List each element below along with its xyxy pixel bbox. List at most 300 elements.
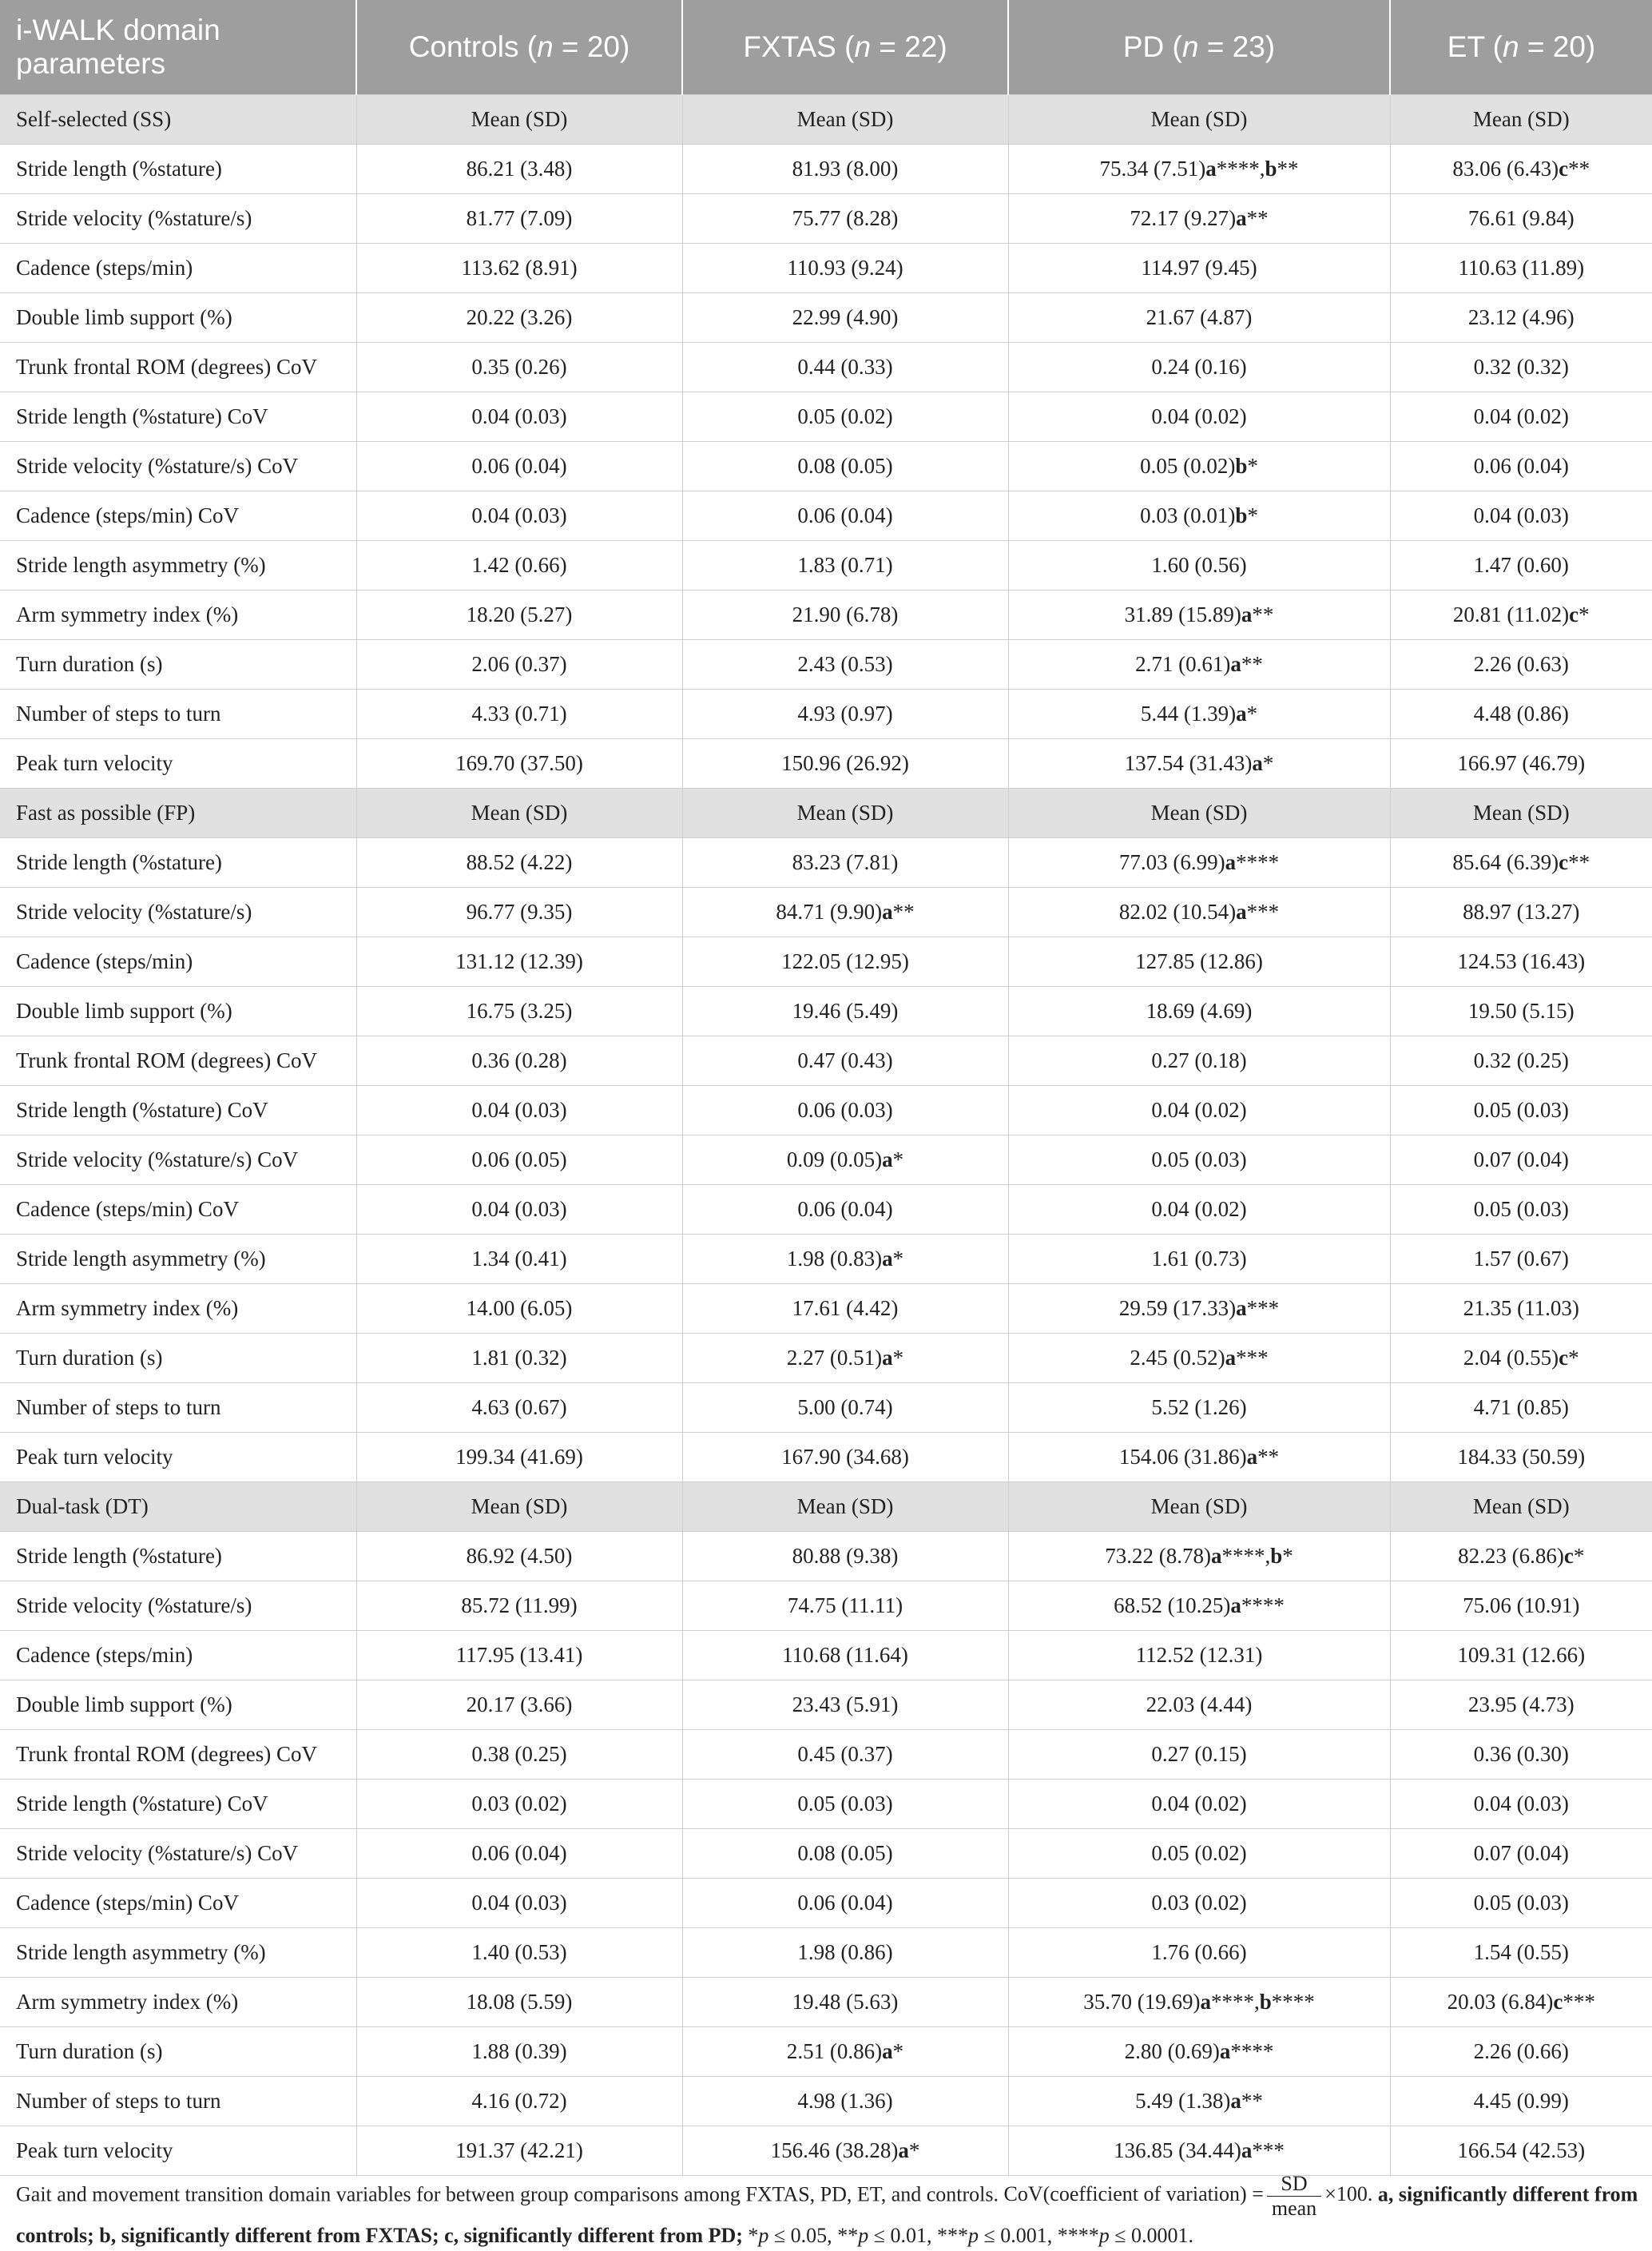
cell-value: 18.69 (4.69) [1146, 999, 1253, 1023]
section-header-row [0, 95, 1652, 145]
cell-value: 136.85 (34.44) [1114, 2138, 1241, 2162]
cell-value: 0.24 (0.16) [1151, 355, 1247, 379]
cell-controls [356, 343, 682, 392]
cell-pd [1008, 1581, 1390, 1631]
cell-pd [1008, 838, 1390, 888]
cell-value: 4.48 (0.86) [1473, 702, 1569, 726]
cell-controls [356, 1581, 682, 1631]
cell-value: 0.06 (0.04) [797, 503, 893, 527]
cell-fxtas [682, 690, 1008, 739]
cell-et [1390, 343, 1652, 392]
significance-stars: **** [1236, 850, 1280, 874]
table-row [0, 145, 1652, 194]
cell-et [1390, 1433, 1652, 1482]
cell-value: 4.98 (1.36) [797, 2089, 893, 2113]
significance-letter: a [1225, 850, 1237, 874]
significance-stars: ** [1246, 206, 1269, 230]
cell-et [1390, 838, 1652, 888]
cell-value: 1.98 (0.83) [786, 1247, 883, 1271]
cell-fxtas [682, 343, 1008, 392]
significance-letter: a [1230, 2089, 1241, 2113]
cell-fxtas [682, 987, 1008, 1036]
cell-value: 23.43 (5.91) [792, 1692, 899, 1716]
table-row [0, 1334, 1652, 1383]
cell-pd [1008, 1680, 1390, 1730]
table-row [0, 2126, 1652, 2176]
parameter-name: Trunk frontal ROM (degrees) CoV [0, 1036, 356, 1086]
table-row [0, 1829, 1652, 1879]
cell-et [1390, 1036, 1652, 1086]
cell-pd [1008, 541, 1390, 591]
parameter-name: Peak turn velocity [0, 1433, 356, 1482]
cell-value: 0.07 (0.04) [1473, 1147, 1569, 1171]
cell-controls [356, 1879, 682, 1928]
cell-et [1390, 1631, 1652, 1680]
parameter-name: Stride length (%stature) CoV [0, 1086, 356, 1135]
cell-value: 17.61 (4.42) [792, 1296, 899, 1320]
cell-value: 23.12 (4.96) [1467, 305, 1575, 329]
significance-stars: * [1247, 454, 1258, 478]
significance-letter: b [1235, 503, 1248, 527]
cell-value: 2.27 (0.51) [786, 1346, 883, 1370]
cell-et [1390, 1383, 1652, 1433]
section-header-row [0, 789, 1652, 838]
cell-fxtas [682, 145, 1008, 194]
table-row [0, 1730, 1652, 1780]
table-row [0, 640, 1652, 690]
cell-value: 0.32 (0.32) [1473, 355, 1569, 379]
cell-controls [356, 1631, 682, 1680]
header-controls: Controls (n = 20) [356, 0, 682, 95]
significance-letter: a [898, 2138, 909, 2162]
cell-value: 169.70 (37.50) [455, 751, 583, 775]
cell-controls [356, 690, 682, 739]
cell-controls [356, 888, 682, 937]
significance-legend: a, significantly different from controls; b, significantly different from FXTAS; c, significantly different from PD; [16, 2182, 1638, 2247]
significance-stars: **** [1230, 2039, 1274, 2063]
cell-controls [356, 1383, 682, 1433]
cell-controls [356, 1235, 682, 1284]
table-row [0, 1036, 1652, 1086]
cell-value: 0.04 (0.02) [1151, 1197, 1247, 1221]
cell-et [1390, 1730, 1652, 1780]
table-row [0, 392, 1652, 442]
significance-letter: a [1236, 206, 1247, 230]
cell-controls [356, 1978, 682, 2027]
cell-fxtas [682, 1680, 1008, 1730]
cell-controls [356, 937, 682, 987]
parameter-name: Turn duration (s) [0, 2027, 356, 2077]
cell-value: 1.40 (0.53) [471, 1940, 567, 1964]
table-row [0, 1433, 1652, 1482]
cell-fxtas [682, 1730, 1008, 1780]
cell-value: 0.06 (0.03) [797, 1098, 893, 1122]
cell-fxtas [682, 1334, 1008, 1383]
parameter-name: Stride velocity (%stature/s) CoV [0, 442, 356, 491]
parameter-name: Cadence (steps/min) CoV [0, 491, 356, 541]
significance-letter: b [1259, 1990, 1272, 2014]
cell-controls [356, 1284, 682, 1334]
significance-letter: b [1265, 157, 1277, 181]
cell-value: 68.52 (10.25) [1114, 1593, 1231, 1617]
parameter-name: Trunk frontal ROM (degrees) CoV [0, 343, 356, 392]
significance-letter: a [882, 1346, 893, 1370]
cell-value: 75.34 (7.51) [1099, 157, 1206, 181]
cov-formula: CoV(coefficient of variation) = $\frac{SD}{\text{mean}}$ ×100. [1003, 2172, 1373, 2220]
cell-value: 1.98 (0.86) [797, 1940, 893, 1964]
table-header-row [0, 0, 1652, 95]
cell-value: 131.12 (12.39) [455, 949, 583, 973]
table-row [0, 739, 1652, 789]
section-column-label: Mean (SD) [1008, 789, 1390, 838]
cell-fxtas [682, 293, 1008, 343]
cell-controls [356, 2027, 682, 2077]
cell-value: 1.88 (0.39) [471, 2039, 567, 2063]
significance-letter: a [882, 1147, 893, 1171]
parameter-name: Double limb support (%) [0, 987, 356, 1036]
cell-pd: 35.70 (19.69)a****,b**** [1008, 1978, 1390, 2027]
cell-value: 0.05 (0.02) [1140, 454, 1236, 478]
cell-controls [356, 2126, 682, 2176]
parameter-name: Cadence (steps/min) CoV [0, 1185, 356, 1235]
table-row [0, 343, 1652, 392]
cell-controls [356, 392, 682, 442]
cell-et [1390, 1879, 1652, 1928]
table-row [0, 937, 1652, 987]
cell-value: 0.05 (0.02) [797, 404, 893, 428]
cell-pd [1008, 1334, 1390, 1383]
cell-et [1390, 1086, 1652, 1135]
parameter-name: Peak turn velocity [0, 739, 356, 789]
cell-controls [356, 491, 682, 541]
cell-value: 2.71 (0.61) [1135, 652, 1231, 676]
cell-pd [1008, 392, 1390, 442]
table-row [0, 1235, 1652, 1284]
section-column-label: Mean (SD) [356, 1482, 682, 1532]
cell-value: 1.54 (0.55) [1473, 1940, 1569, 1964]
cell-fxtas [682, 1879, 1008, 1928]
table-row [0, 888, 1652, 937]
cell-et [1390, 987, 1652, 1036]
cell-value: 113.62 (8.91) [461, 256, 578, 280]
cell-value: 22.99 (4.90) [792, 305, 899, 329]
cell-pd [1008, 1829, 1390, 1879]
cell-value: 2.51 (0.86) [786, 2039, 883, 2063]
cell-controls [356, 442, 682, 491]
cell-value: 0.08 (0.05) [797, 454, 893, 478]
cell-value: 2.04 (0.55) [1463, 1346, 1559, 1370]
significance-stars: * [1247, 503, 1258, 527]
cell-et [1390, 1532, 1652, 1581]
cell-controls [356, 293, 682, 343]
cell-value: 82.23 (6.86) [1458, 1544, 1564, 1568]
cell-pd [1008, 640, 1390, 690]
cell-pd [1008, 1433, 1390, 1482]
cell-value: 0.35 (0.26) [471, 355, 567, 379]
cell-pd [1008, 1135, 1390, 1185]
parameter-name: Stride length (%stature) [0, 1532, 356, 1581]
cell-value: 4.16 (0.72) [471, 2089, 567, 2113]
parameter-name: Cadence (steps/min) [0, 937, 356, 987]
significance-stars: * [1282, 1544, 1293, 1568]
cell-value: 0.04 (0.03) [471, 1197, 567, 1221]
cell-value: 31.89 (15.89) [1124, 603, 1241, 626]
cell-value: 0.05 (0.03) [1473, 1891, 1569, 1915]
cell-fxtas [682, 1284, 1008, 1334]
cell-controls [356, 244, 682, 293]
significance-stars: ** [892, 900, 915, 924]
cell-pd [1008, 690, 1390, 739]
cell-value: 5.52 (1.26) [1151, 1395, 1247, 1419]
cell-value: 20.03 (6.84) [1447, 1990, 1554, 2014]
cell-value: 166.97 (46.79) [1457, 751, 1586, 775]
cell-controls [356, 1730, 682, 1780]
cell-et [1390, 2027, 1652, 2077]
cell-value: 0.04 (0.03) [471, 503, 567, 527]
parameter-name: Stride length (%stature) [0, 838, 356, 888]
table-row [0, 2027, 1652, 2077]
cell-fxtas [682, 888, 1008, 937]
cell-pd [1008, 1235, 1390, 1284]
cell-et [1390, 1284, 1652, 1334]
section-header-row [0, 1482, 1652, 1532]
significance-letter: c [1569, 603, 1579, 626]
cell-fxtas [682, 1631, 1008, 1680]
cell-value: 0.27 (0.15) [1151, 1742, 1247, 1766]
cell-value: 4.93 (0.97) [797, 702, 893, 726]
cell-pd [1008, 491, 1390, 541]
table-row [0, 987, 1652, 1036]
cell-value: 112.52 (12.31) [1135, 1643, 1263, 1667]
parameter-name: Stride velocity (%stature/s) [0, 1581, 356, 1631]
cell-value: 86.21 (3.48) [466, 157, 573, 181]
cell-value: 86.92 (4.50) [466, 1544, 573, 1568]
significance-stars: * [892, 2039, 904, 2063]
cell-controls [356, 2077, 682, 2126]
significance-stars: ** [1241, 652, 1263, 676]
significance-stars: * [1262, 751, 1274, 775]
cell-value: 96.77 (9.35) [466, 900, 573, 924]
cell-value: 74.75 (11.11) [787, 1593, 903, 1617]
cell-value: 5.49 (1.38) [1135, 2089, 1231, 2113]
significance-letter: a [882, 900, 893, 924]
cell-pd [1008, 739, 1390, 789]
cell-value: 0.04 (0.03) [471, 404, 567, 428]
cell-fxtas [682, 640, 1008, 690]
table-row [0, 838, 1652, 888]
parameter-name: Turn duration (s) [0, 640, 356, 690]
significance-letter: c [1559, 157, 1569, 181]
cell-value: 4.71 (0.85) [1473, 1395, 1569, 1419]
section-title: Fast as possible (FP) [0, 789, 356, 838]
cell-pd [1008, 1879, 1390, 1928]
cell-et [1390, 541, 1652, 591]
cell-value: 75.06 (10.91) [1463, 1593, 1580, 1617]
significance-letter: b [1235, 454, 1248, 478]
cell-value: 20.81 (11.02) [1452, 603, 1570, 626]
cell-fxtas [682, 1383, 1008, 1433]
parameter-name: Arm symmetry index (%) [0, 591, 356, 640]
cell-value: 5.44 (1.39) [1140, 702, 1237, 726]
cell-value: 88.52 (4.22) [466, 850, 573, 874]
cell-fxtas [682, 1829, 1008, 1879]
cell-value: 1.42 (0.66) [471, 553, 567, 577]
cell-fxtas [682, 194, 1008, 244]
table-row [0, 1086, 1652, 1135]
parameter-name: Stride length asymmetry (%) [0, 1928, 356, 1978]
cell-value: 0.45 (0.37) [797, 1742, 893, 1766]
cell-et [1390, 1334, 1652, 1383]
section-column-label: Mean (SD) [1008, 1482, 1390, 1532]
cell-et [1390, 739, 1652, 789]
cell-fxtas [682, 739, 1008, 789]
cell-value: 0.06 (0.04) [797, 1891, 893, 1915]
cell-controls [356, 1135, 682, 1185]
significance-letter: a [1210, 1544, 1222, 1568]
cell-value: 22.03 (4.44) [1146, 1692, 1253, 1716]
cell-controls [356, 1433, 682, 1482]
significance-stars: **** [1241, 1593, 1285, 1617]
cell-value: 184.33 (50.59) [1457, 1445, 1586, 1469]
cell-fxtas [682, 541, 1008, 591]
table-row [0, 491, 1652, 541]
table-row [0, 1928, 1652, 1978]
significance-letter: a [1200, 1990, 1211, 2014]
header-pd: PD (n = 23) [1008, 0, 1390, 95]
cell-value: 110.93 (9.24) [787, 256, 903, 280]
parameter-name: Double limb support (%) [0, 293, 356, 343]
significance-letter: a [1241, 2138, 1253, 2162]
cell-et [1390, 937, 1652, 987]
parameter-name: Stride length (%stature) CoV [0, 1780, 356, 1829]
table-row [0, 244, 1652, 293]
cell-value: 1.83 (0.71) [797, 553, 893, 577]
parameter-name: Stride velocity (%stature/s) CoV [0, 1829, 356, 1879]
parameter-name: Number of steps to turn [0, 1383, 356, 1433]
cell-value: 0.08 (0.05) [797, 1841, 893, 1865]
cell-controls [356, 1334, 682, 1383]
cell-et [1390, 1928, 1652, 1978]
significance-letter: a [1246, 1445, 1258, 1469]
cell-value: 75.77 (8.28) [792, 206, 899, 230]
table-row [0, 293, 1652, 343]
cell-fxtas [682, 591, 1008, 640]
table-row [0, 1284, 1652, 1334]
cell-et [1390, 491, 1652, 541]
parameter-name: Arm symmetry index (%) [0, 1978, 356, 2027]
cell-pd [1008, 2126, 1390, 2176]
significance-stars: **** [1210, 1990, 1254, 2014]
cell-value: 2.80 (0.69) [1124, 2039, 1220, 2063]
cell-controls [356, 640, 682, 690]
header-parameters: i-WALK domain parameters [0, 0, 356, 95]
parameter-name: Double limb support (%) [0, 1680, 356, 1730]
cell-value: 19.48 (5.63) [792, 1990, 899, 2014]
table-row [0, 194, 1652, 244]
cell-pd [1008, 888, 1390, 937]
cell-value: 0.36 (0.28) [471, 1048, 567, 1072]
cell-et [1390, 145, 1652, 194]
significance-stars: **** [1271, 1990, 1315, 2014]
cell-et [1390, 1135, 1652, 1185]
parameter-name: Stride length asymmetry (%) [0, 541, 356, 591]
cell-value: 81.77 (7.09) [466, 206, 573, 230]
cell-fxtas [682, 1978, 1008, 2027]
cell-value: 19.46 (5.49) [792, 999, 899, 1023]
cell-value: 0.44 (0.33) [797, 355, 893, 379]
cell-value: 199.34 (41.69) [455, 1445, 583, 1469]
significance-stars: *** [1246, 1296, 1280, 1320]
significance-letter: a [1236, 1296, 1247, 1320]
cell-value: 2.43 (0.53) [797, 652, 893, 676]
significance-stars: *** [1246, 900, 1280, 924]
cell-value: 0.07 (0.04) [1473, 1841, 1569, 1865]
cell-value: 73.22 (8.78) [1105, 1544, 1211, 1568]
cell-value: 0.05 (0.03) [1473, 1197, 1569, 1221]
cell-et [1390, 591, 1652, 640]
cell-value: 1.81 (0.32) [471, 1346, 567, 1370]
cell-fxtas [682, 1433, 1008, 1482]
cell-value: 0.06 (0.04) [1473, 454, 1569, 478]
cell-value: 84.71 (9.90) [776, 900, 883, 924]
cell-pd [1008, 987, 1390, 1036]
cell-value: 154.06 (31.86) [1118, 1445, 1247, 1469]
cell-fxtas [682, 491, 1008, 541]
cell-et [1390, 293, 1652, 343]
cell-controls [356, 145, 682, 194]
significance-stars: * [1568, 1346, 1579, 1370]
cell-value: 23.95 (4.73) [1467, 1692, 1575, 1716]
cell-value: 4.45 (0.99) [1473, 2089, 1569, 2113]
cell-pd [1008, 1185, 1390, 1235]
cell-et [1390, 640, 1652, 690]
cell-et [1390, 1780, 1652, 1829]
cell-fxtas [682, 937, 1008, 987]
cell-value: 2.26 (0.63) [1473, 652, 1569, 676]
cell-pd: 75.34 (7.51)a****,b** [1008, 145, 1390, 194]
significance-stars: ** [1277, 157, 1299, 181]
cell-value: 0.04 (0.03) [1473, 503, 1569, 527]
table-row [0, 541, 1652, 591]
cell-controls [356, 194, 682, 244]
cell-value: 80.88 (9.38) [792, 1544, 899, 1568]
cell-pd [1008, 2027, 1390, 2077]
cell-fxtas [682, 1086, 1008, 1135]
cell-value: 72.17 (9.27) [1130, 206, 1237, 230]
significance-stars: ** [1568, 850, 1590, 874]
cell-controls [356, 1829, 682, 1879]
significance-stars: ** [1241, 2089, 1263, 2113]
significance-letter: a [882, 1247, 893, 1271]
cell-controls [356, 1780, 682, 1829]
cell-value: 35.70 (19.69) [1083, 1990, 1201, 2014]
table-body [0, 95, 1652, 2176]
parameter-name: Arm symmetry index (%) [0, 1284, 356, 1334]
cell-value: 77.03 (6.99) [1118, 850, 1225, 874]
section-column-label: Mean (SD) [1390, 789, 1652, 838]
cell-value: 124.53 (16.43) [1457, 949, 1586, 973]
significance-letter: a [1225, 1346, 1237, 1370]
parameter-name: Turn duration (s) [0, 1334, 356, 1383]
significance-letter: c [1563, 1544, 1574, 1568]
cell-value: 0.06 (0.04) [471, 1841, 567, 1865]
section-column-label: Mean (SD) [1008, 95, 1390, 145]
significance-stars: * [1246, 702, 1258, 726]
section-title: Self-selected (SS) [0, 95, 356, 145]
cell-et [1390, 888, 1652, 937]
cell-fxtas [682, 392, 1008, 442]
cell-value: 0.36 (0.30) [1473, 1742, 1569, 1766]
